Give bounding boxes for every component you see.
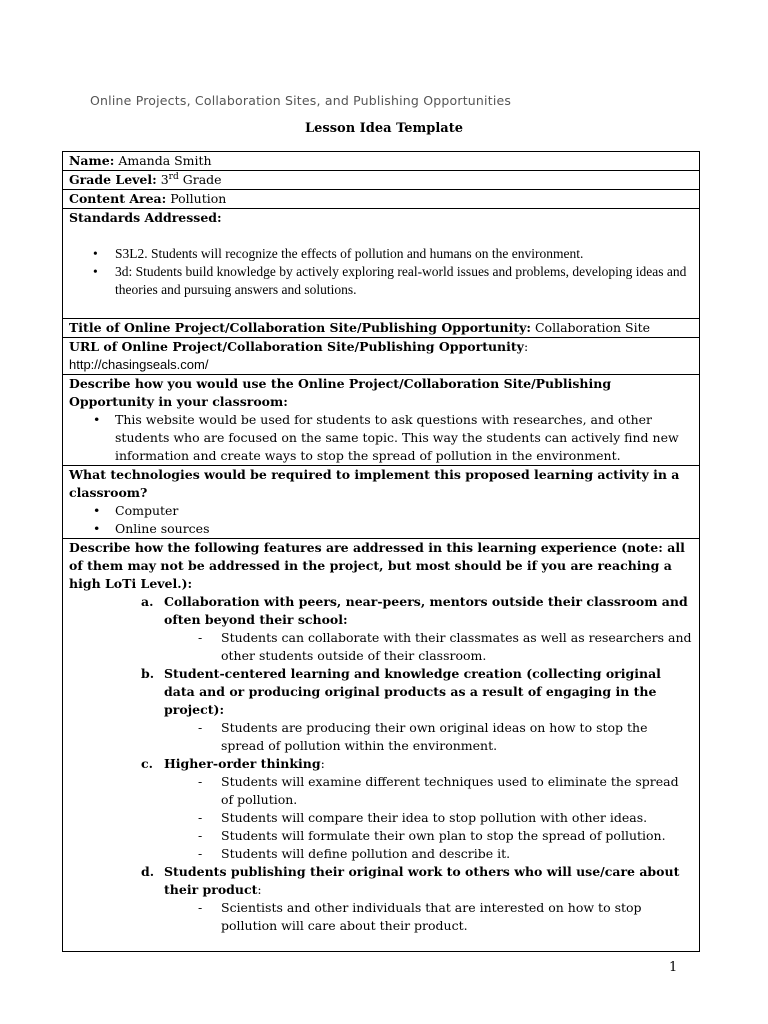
list-item: - Students will examine different techniques used to eliminate the spread of pollution.: [164, 773, 694, 809]
lesson-table: [62, 151, 700, 952]
grade-number: 3: [160, 172, 169, 187]
feature-title: Student-centered learning and knowledge creation (collecting original data and or producing original products as a result of engaging in the project):: [164, 666, 661, 717]
feature-title: Collaboration with peers, near-peers, mentors outside their classroom and often beyond their school:: [164, 594, 688, 627]
technology-row: [63, 466, 699, 539]
feature-colon: :: [320, 756, 325, 771]
list-item: - Students will define pollution and describe it.: [164, 845, 694, 863]
feature-items: [164, 629, 694, 665]
content-value: Pollution: [170, 191, 227, 206]
standards-row: [63, 209, 699, 319]
feature-items: [164, 773, 694, 863]
page-number: 1: [669, 960, 678, 975]
list-item: • 3d: Students build knowledge by actively exploring real-world issues and problems, developing ideas and theories and pursuing answers and solutions.: [115, 263, 694, 299]
document-header: Online Projects, Collaboration Sites, and Publishing Opportunities: [90, 93, 512, 108]
name-value: Amanda Smith: [118, 153, 212, 168]
content-row: [63, 190, 699, 209]
title-row: [63, 319, 699, 338]
feature-title: Students publishing their original work to others who will use/care about their product: [164, 864, 680, 897]
feature-colon: :: [257, 882, 262, 897]
feature-b: [69, 665, 694, 755]
feature-a: [69, 593, 694, 665]
template-title: Lesson Idea Template: [304, 121, 464, 136]
grade-text: Grade: [182, 172, 222, 187]
title-value: Collaboration Site: [534, 320, 651, 335]
feature-items: [164, 899, 694, 935]
describe-label: Describe how you would use the Online Project/Collaboration Site/Publishing Opportunity in your classroom:: [69, 376, 612, 409]
describe-list: [69, 411, 694, 465]
technology-list: [69, 502, 694, 538]
list-item: • S3L2. Students will recognize the effects of pollution and humans on the environment.: [115, 245, 694, 263]
list-item: - Scientists and other individuals that are interested on how to stop pollution will care about their product.: [164, 899, 694, 935]
feature-letter: b.: [141, 666, 155, 681]
list-item: • This website would be used for students to ask questions with researches, and other students who are focused on the same topic. This way the students can actively find new information and create ways to stop the spread of pollution in the environment.: [115, 411, 694, 465]
list-item: - Students are producing their own original ideas on how to stop the spread of pollution within the environment.: [164, 719, 694, 755]
feature-letter: c.: [141, 756, 153, 771]
list-item: - Students can collaborate with their classmates as well as researchers and other students outside of their classroom.: [164, 629, 694, 665]
feature-letter: a.: [141, 594, 154, 609]
name-row: [63, 152, 699, 171]
url-link[interactable]: http://chasingseals.com/: [69, 357, 209, 372]
standards-label: Standards Addressed:: [69, 210, 222, 225]
features-label: Describe how the following features are addressed in this learning experience (note: all of them may not be addressed in the project, but most should be if you are reaching a high LoTi Level.):: [69, 540, 685, 591]
standards-list: [69, 245, 694, 299]
features-row: [63, 539, 699, 951]
feature-items: [164, 719, 694, 755]
feature-c: [69, 755, 694, 863]
feature-title: Higher-order thinking: [164, 756, 321, 771]
feature-letter: d.: [141, 864, 155, 879]
url-colon: :: [523, 339, 529, 354]
title-label: Title of Online Project/Collaboration Site/Publishing Opportunity:: [69, 320, 531, 335]
list-item: - Students will formulate their own plan to stop the spread of pollution.: [164, 827, 694, 845]
feature-d: [69, 863, 694, 935]
list-item: • Online sources: [115, 520, 694, 538]
name-label: Name:: [69, 153, 115, 168]
content-label: Content Area:: [69, 191, 167, 206]
url-label: URL of Online Project/Collaboration Site/Publishing Opportunity: [69, 339, 524, 354]
grade-row: [63, 171, 699, 190]
grade-label: Grade Level:: [69, 172, 157, 187]
list-item: • Computer: [115, 502, 694, 520]
url-row: [63, 338, 699, 375]
describe-row: [63, 375, 699, 466]
grade-suffix: rd: [168, 171, 179, 182]
features-list: [69, 593, 694, 935]
list-item: - Students will compare their idea to stop pollution with other ideas.: [164, 809, 694, 827]
technology-label: What technologies would be required to implement this proposed learning activity in a classroom?: [69, 467, 680, 500]
